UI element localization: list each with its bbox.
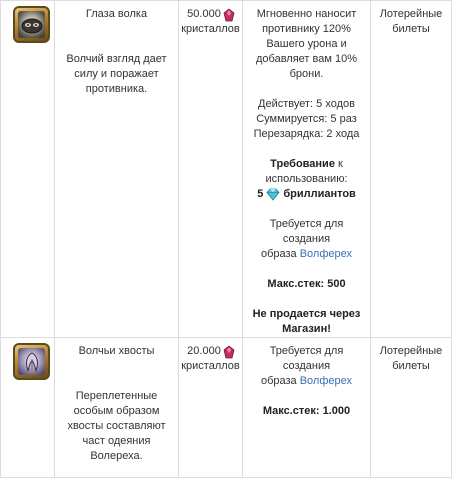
wolf-tails-icon[interactable] — [13, 343, 50, 380]
table-row — [1, 338, 452, 478]
item-price-cell — [179, 338, 243, 478]
item-name-cell — [55, 338, 179, 478]
stat-stacks: Суммируется: 5 раз — [256, 113, 357, 125]
crystal-icon — [224, 346, 234, 358]
stat-duration: Действует: 5 ходов — [258, 98, 355, 110]
item-icon-cell — [1, 338, 55, 478]
requirement-count: 5 — [257, 188, 264, 200]
item-price-cell — [179, 1, 243, 338]
stat-cooldown: Перезарядка: 2 хода — [253, 128, 360, 140]
craft-line2 — [247, 374, 366, 389]
requirement-line2: использованию: — [265, 173, 348, 185]
craft-link[interactable]: Волферех — [299, 248, 353, 260]
item-source-cell — [371, 338, 452, 478]
item-description-cell — [243, 1, 371, 338]
craft-line: Требуется для создания — [269, 345, 344, 372]
craft-prefix: образа — [260, 375, 300, 387]
source-line: билеты — [392, 360, 430, 372]
requirement-suffix: к — [334, 158, 343, 170]
craft-line2 — [247, 247, 366, 262]
item-icon-cell — [1, 1, 55, 338]
source-line: билеты — [392, 23, 430, 35]
requirement-item: бриллиантов — [283, 188, 356, 200]
item-description-cell — [243, 338, 371, 478]
item-flavor-line: силу и поражает — [74, 68, 159, 80]
craft-link[interactable]: Волферех — [299, 375, 353, 387]
not-sold-line: Не продается через — [252, 308, 361, 320]
effect-line: Мгновенно наносит — [256, 8, 357, 20]
item-flavor-line: част одеяния — [82, 435, 151, 447]
effect-line: брони. — [289, 68, 324, 80]
craft-prefix: образа — [260, 248, 300, 260]
max-stack: Макс.стек: 1.000 — [262, 405, 351, 417]
item-flavor-line: хвосты составляют — [67, 420, 166, 432]
price-unit: кристаллов — [181, 23, 240, 35]
not-sold-line: Магазин! — [282, 323, 331, 335]
table-row — [1, 1, 452, 338]
source-line: Лотерейные — [379, 8, 443, 20]
price-amount: 50.000 — [187, 8, 221, 20]
item-flavor-line: Волереха. — [90, 450, 143, 462]
max-stack: Макс.стек: 500 — [267, 278, 346, 290]
item-flavor-line: особым образом — [73, 405, 160, 417]
item-flavor-line: Переплетенные — [75, 390, 158, 402]
wolf-eyes-icon[interactable] — [13, 6, 50, 43]
effect-line: добавляет вам 10% — [256, 53, 357, 65]
requirement-cost — [247, 187, 366, 202]
item-flavor-line: Волчий взгляд дает — [66, 53, 167, 65]
requirement-label: Требование — [270, 158, 335, 170]
effect-line: противнику 120% — [262, 23, 351, 35]
item-source-cell — [371, 1, 452, 338]
item-flavor-line: противника. — [85, 83, 148, 95]
craft-line: Требуется для создания — [269, 218, 344, 245]
item-name: Волчьи хвосты — [78, 345, 155, 357]
requirement-line — [247, 157, 366, 172]
item-name-cell — [55, 1, 179, 338]
item-name: Глаза волка — [85, 8, 148, 20]
price-amount: 20.000 — [187, 345, 221, 357]
source-line: Лотерейные — [379, 345, 443, 357]
diamond-icon — [267, 189, 279, 200]
crystal-icon — [224, 9, 234, 21]
effect-line: Вашего урона и — [266, 38, 347, 50]
price-unit: кристаллов — [181, 360, 240, 372]
